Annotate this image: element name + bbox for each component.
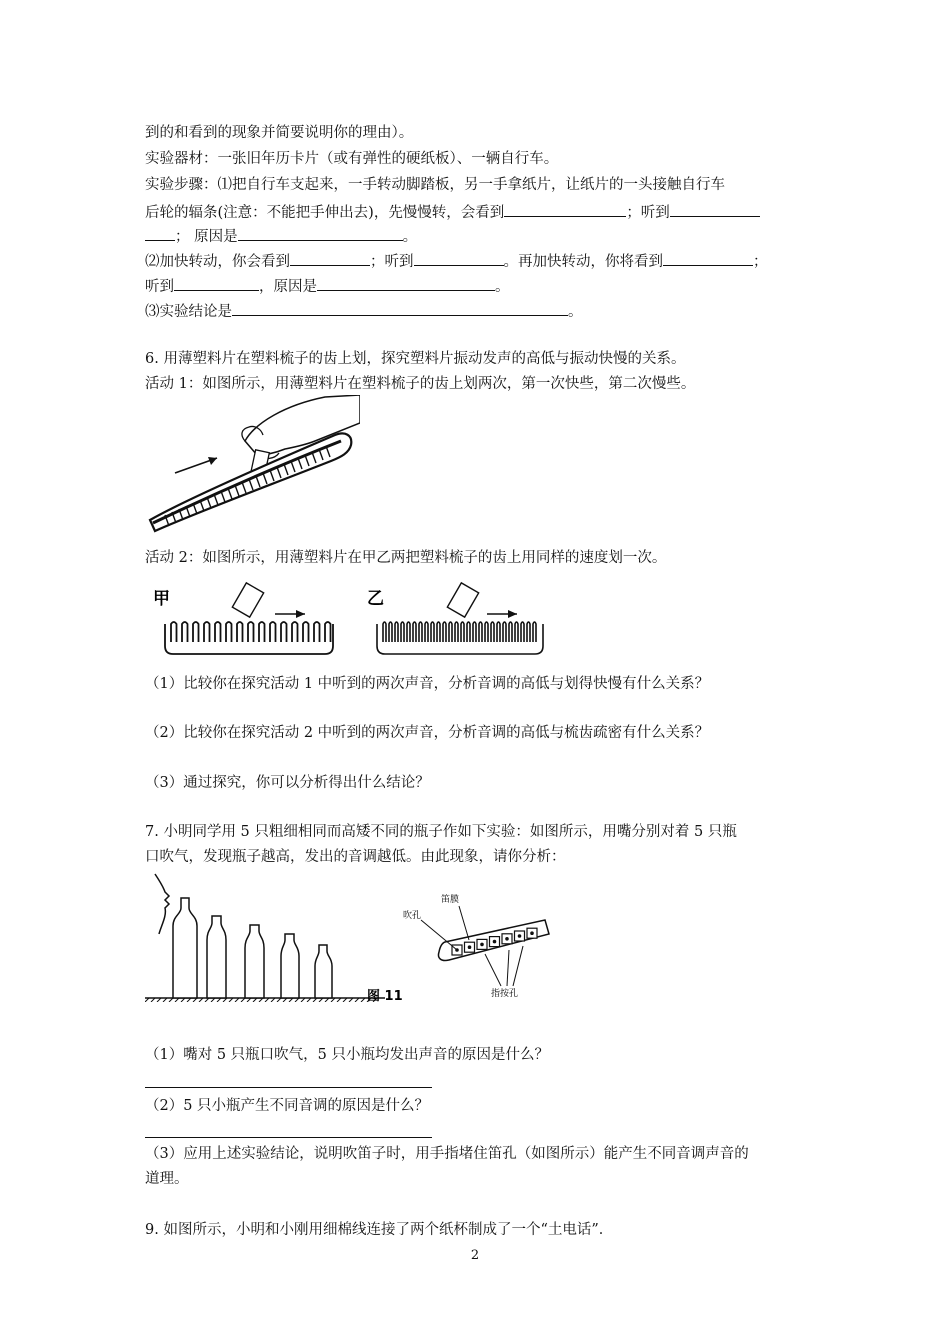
q7-line2: 口吹气，发现瓶子越高，发出的音调越低。由此现象，请你分析： [145, 849, 566, 865]
label-chuikong: 吹孔 [403, 911, 422, 921]
q5-steps-a: 实验步骤：⑴把自行车支起来，一手转动脚踏板，另一手拿纸片，让纸片的一头接触自行车 [145, 177, 725, 193]
q5-s2-a2: ；听到 [370, 254, 414, 270]
answer-blank[interactable] [670, 200, 760, 217]
answer-blank[interactable] [238, 224, 403, 241]
bottle-5 [315, 945, 332, 998]
q5-s2-a1: ⑵加快转动，你会看到 [145, 254, 290, 270]
flute-diagram [403, 893, 549, 999]
q5-s2-a4: ； [753, 254, 768, 270]
answer-blank[interactable] [414, 249, 504, 266]
answer-blank[interactable] [317, 274, 495, 291]
answer-blank[interactable] [504, 200, 626, 217]
page-number: 2 [470, 1248, 480, 1263]
q6-question3: （3）通过探究，你可以分析得出什么结论？ [145, 775, 430, 791]
label-jia: 甲 [153, 589, 170, 609]
q5-s2-b1: 听到 [145, 279, 174, 295]
q6-question1: （1）比较你在探究活动 1 中听到的两次声音，分析音调的高低与划得快慢有什么关系？ [145, 676, 710, 692]
bottle-row [173, 898, 332, 998]
flute-hole-dot [481, 943, 483, 945]
flute-hole-dot [493, 940, 495, 942]
label-zhiankong: 指按孔 [491, 989, 519, 999]
q7-question1: （1）嘴对 5 只瓶口吹气，5 只小瓶均发出声音的原因是什么？ [145, 1047, 550, 1063]
answer-line[interactable] [145, 1137, 432, 1138]
bottle-2 [207, 916, 226, 998]
face-profile [155, 874, 169, 934]
figure-caption: 图 11 [367, 989, 403, 1002]
q5-steps-b1: 后轮的辐条(注意：不能把手伸出去)，先慢慢转，会看到 [145, 205, 505, 221]
answer-blank[interactable] [174, 274, 259, 291]
q7-question3-a: （3）应用上述实验结论，说明吹笛子时，用手指堵住笛孔（如图所示）能产生不同音调声音的 [145, 1146, 749, 1162]
q5-s2-a3: 。再加快转动，你将看到 [503, 254, 663, 270]
q6-title: 6. 用薄塑料片在塑料梳子的齿上划，探究塑料片振动发声的高低与振动快慢的关系。 [145, 351, 686, 367]
flute-hole-dot [518, 935, 520, 937]
q5-step3 [145, 299, 583, 323]
comb-hand-figure [145, 395, 360, 535]
q5-steps-c2: 。 [402, 229, 418, 245]
q5-s2-b2: ，原因是 [259, 279, 317, 295]
q5-steps-c1: ； 原因是 [175, 229, 238, 245]
q9-line1: 9. 如图所示，小明和小刚用细棉线连接了两个纸杯制成了一个“土电话”． [145, 1222, 614, 1238]
q5-steps-b [145, 200, 760, 224]
flute-hole-dot [531, 932, 533, 934]
label-yi: 乙 [367, 589, 384, 609]
q6-question2: （2）比较你在探究活动 2 中听到的两次声音，分析音调的高低与梳齿疏密有什么关系？ [145, 725, 710, 741]
flute-hole-dot [506, 938, 508, 940]
q5-step2-a [145, 249, 768, 273]
q7-line1: 7. 小明同学用 5 只粗细相同而高矮不同的瓶子作如下实验：如图所示，用嘴分别对着 5 只瓶 [145, 824, 737, 840]
q7-question3-b: 道理。 [145, 1171, 189, 1187]
two-combs-figure [145, 578, 545, 660]
bottles-flute-figure [145, 870, 555, 1002]
answer-blank[interactable] [145, 224, 175, 241]
answer-line[interactable] [145, 1087, 432, 1088]
q5-step2-b [145, 274, 510, 298]
q6-activity1: 活动 1：如图所示，用薄塑料片在塑料梳子的齿上划两次，第一次快些，第二次慢些。 [145, 376, 696, 392]
comb-yi [377, 583, 543, 654]
q5-line1: 到的和看到的现象并简要说明你的理由）。 [145, 125, 414, 141]
q5-s3-b: 。 [568, 304, 583, 320]
bottle-4 [281, 934, 299, 998]
bottle-1 [173, 898, 197, 998]
bottle-3 [245, 925, 264, 998]
q5-s2-b3: 。 [495, 279, 510, 295]
q5-steps-b2: ；听到 [626, 205, 670, 221]
q7-question2: （2）5 只小瓶产生不同音调的原因是什么？ [145, 1098, 430, 1114]
answer-blank[interactable] [232, 299, 568, 316]
q5-materials: 实验器材：一张旧年历卡片（或有弹性的硬纸板）、一辆自行车。 [145, 151, 559, 167]
label-dimo: 笛膜 [441, 895, 460, 905]
q5-s3-a: ⑶实验结论是 [145, 304, 232, 320]
q5-steps-c [145, 224, 417, 248]
q6-activity2: 活动 2：如图所示，用薄塑料片在甲乙两把塑料梳子的齿上用同样的速度划一次。 [145, 550, 667, 566]
answer-blank[interactable] [290, 249, 370, 266]
answer-blank[interactable] [663, 249, 753, 266]
comb-jia [165, 583, 333, 654]
flute-hole-dot [468, 946, 470, 948]
